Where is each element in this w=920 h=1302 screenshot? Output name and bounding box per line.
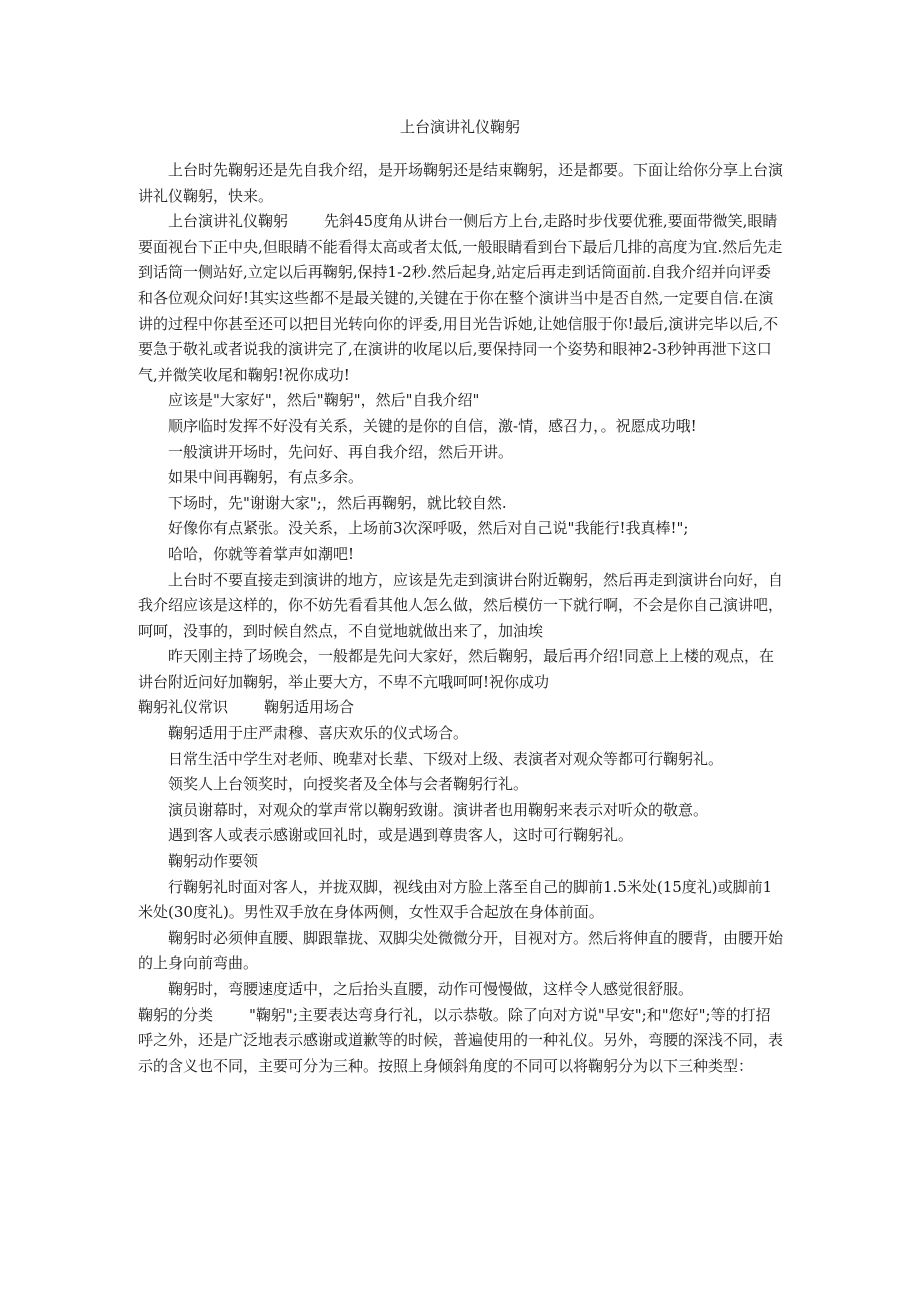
paragraph-13 [138,721,784,747]
document-body [138,158,784,1079]
paragraph-heading: 上台演讲礼仪鞠躬 [168,212,289,231]
paragraph-3 [138,388,784,414]
paragraph-21 [138,977,784,1003]
paragraph-text: 演员谢幕时，对观众的掌声常以鞠躬致谢。演讲者也用鞠躬来表示对听众的敬意。 [168,800,709,819]
paragraph-20 [138,926,784,977]
subsection-heading: 鞠躬适用场合 [264,698,355,717]
paragraph-16 [138,798,784,824]
paragraph-22 [138,1003,784,1080]
paragraph-text: 日常生活中学生对老师、晚辈对长辈、下级对上级、表演者对观众等都可行鞠躬礼。 [168,749,724,768]
paragraph-text: 鞠躬时，弯腰速度适中，之后抬头直腰，动作可慢慢做，这样令人感觉很舒服。 [168,980,694,998]
paragraph-text: 上台时不要直接走到演讲的地方，应该是先走到演讲台附近鞠躬，然后再走到演讲台向好，自我介绍应该是这样的，你不妨先看看其他人怎么做，然后模仿一下就行啊，不会是你自己演讲吧，呵呵，没事的，到时候自然点，不自觉地就做出来了，加油埃 [138,570,784,640]
paragraph-text: 好像你有点紧张。没关系，上场前3次深呼吸，然后对自己说"我能行!我真棒!"; [168,519,689,538]
paragraph-text: 顺序临时发挥不好没有关系，关键的是你的自信，激-情，感召力，。祝愿成功哦! [168,416,697,435]
section-heading: 鞠躬礼仪常识 [138,698,229,717]
paragraph-17 [138,823,784,849]
paragraph-18 [138,849,784,875]
paragraph-15 [138,772,784,798]
paragraph-text: 遇到客人或表示感谢或回礼时，或是遇到尊贵客人，这时可行鞠躬礼。 [168,826,634,845]
paragraph-text: 哈哈，你就等着掌声如潮吧! [168,544,355,563]
document-title: 上台演讲礼仪鞠躬 [399,118,520,136]
paragraph-text: "鞠躬";主要表达弯身行礼，以示恭敬。除了向对方说"早安";和"您好";等的打招呼之外，还是广泛地表示感谢或道歉等的时候，普遍使用的一种礼仪。另外，弯腰的深浅不同，表示的含义也不同，主要可分为三种。按照上身倾斜角度的不同可以将鞠躬分为以下三种类型： [138,1005,784,1075]
paragraph-9 [138,542,784,568]
paragraph-text: 应该是"大家好"，然后"鞠躬"，然后"自我介绍" [168,391,480,410]
paragraph-12 [138,695,784,721]
paragraph-1 [138,158,784,209]
paragraph-text: 下场时，先"谢谢大家";，然后再鞠躬，就比较自然. [168,493,507,512]
paragraph-5 [138,440,784,466]
paragraph-text: 鞠躬时必须伸直腰、脚跟靠拢、双脚尖处微微分开，目视对方。然后将伸直的腰背，由腰开始的上身向前弯曲。 [138,928,784,973]
paragraph-text: 鞠躬适用于庄严肃穆、喜庆欢乐的仪式场合。 [168,724,469,743]
paragraph-19 [138,875,784,926]
paragraph-6 [138,465,784,491]
paragraph-10 [138,568,784,645]
paragraph-text: 行鞠躬礼时面对客人，并拢双脚，视线由对方脸上落至自己的脚前1.5米处(15度礼)或脚前1米处(30度礼)。男性双手放在身体两侧，女性双手合起放在身体前面。 [138,877,773,922]
section-heading: 鞠躬的分类 [138,1005,214,1024]
paragraph-2 [138,209,784,388]
paragraph-11 [138,644,784,695]
subsection-heading: 鞠躬动作要领 [168,852,259,871]
paragraph-text: 如果中间再鞠躬，有点多余。 [168,468,364,487]
paragraph-7 [138,491,784,517]
paragraph-4 [138,414,784,440]
paragraph-8 [138,516,784,542]
paragraph-text: 领奖人上台领奖时，向授奖者及全体与会者鞠躬行礼。 [168,775,529,794]
paragraph-text: 一般演讲开场时，先问好、再自我介绍，然后开讲。 [168,442,514,461]
paragraph-text: 昨天刚主持了场晚会，一般都是先问大家好，然后鞠躬，最后再介绍!同意上上楼的观点，在讲台附近问好加鞠躬，举止要大方，不卑不亢哦呵呵!祝你成功 [138,647,775,691]
paragraph-text: 上台时先鞠躬还是先自我介绍，是开场鞠躬还是结束鞠躬，还是都要。下面让给你分享上台演讲礼仪鞠躬，快来。 [138,161,784,205]
paragraph-14 [138,747,784,773]
paragraph-text: 先斜45度角从讲台一侧后方上台,走路时步伐要优雅,要面带微笑,眼睛要面视台下正中央,但眼睛不能看得太高或者太低,一般眼睛看到台下最后几排的高度为宜.然后先走到话筒一侧站好,立定以后再鞠躬,保持1-2秒.然后起身,站定后再走到话筒面前.自我介绍并向评委和各位观众问好!其实这些都不是最关键的,关键在于你在整个演讲当中是否自然,一定要自信.在演讲的过程中你甚至还可以把目光转向你的评委,用目光告诉她,让她信服于你!最后,演讲完毕以后,不要急于敬礼或者说我的演讲完了,在演讲的收尾以后,要保持同一个姿势和眼神2-3秒钟再泄下这口气,并微笑收尾和鞠躬!祝你成功! [138,212,783,384]
